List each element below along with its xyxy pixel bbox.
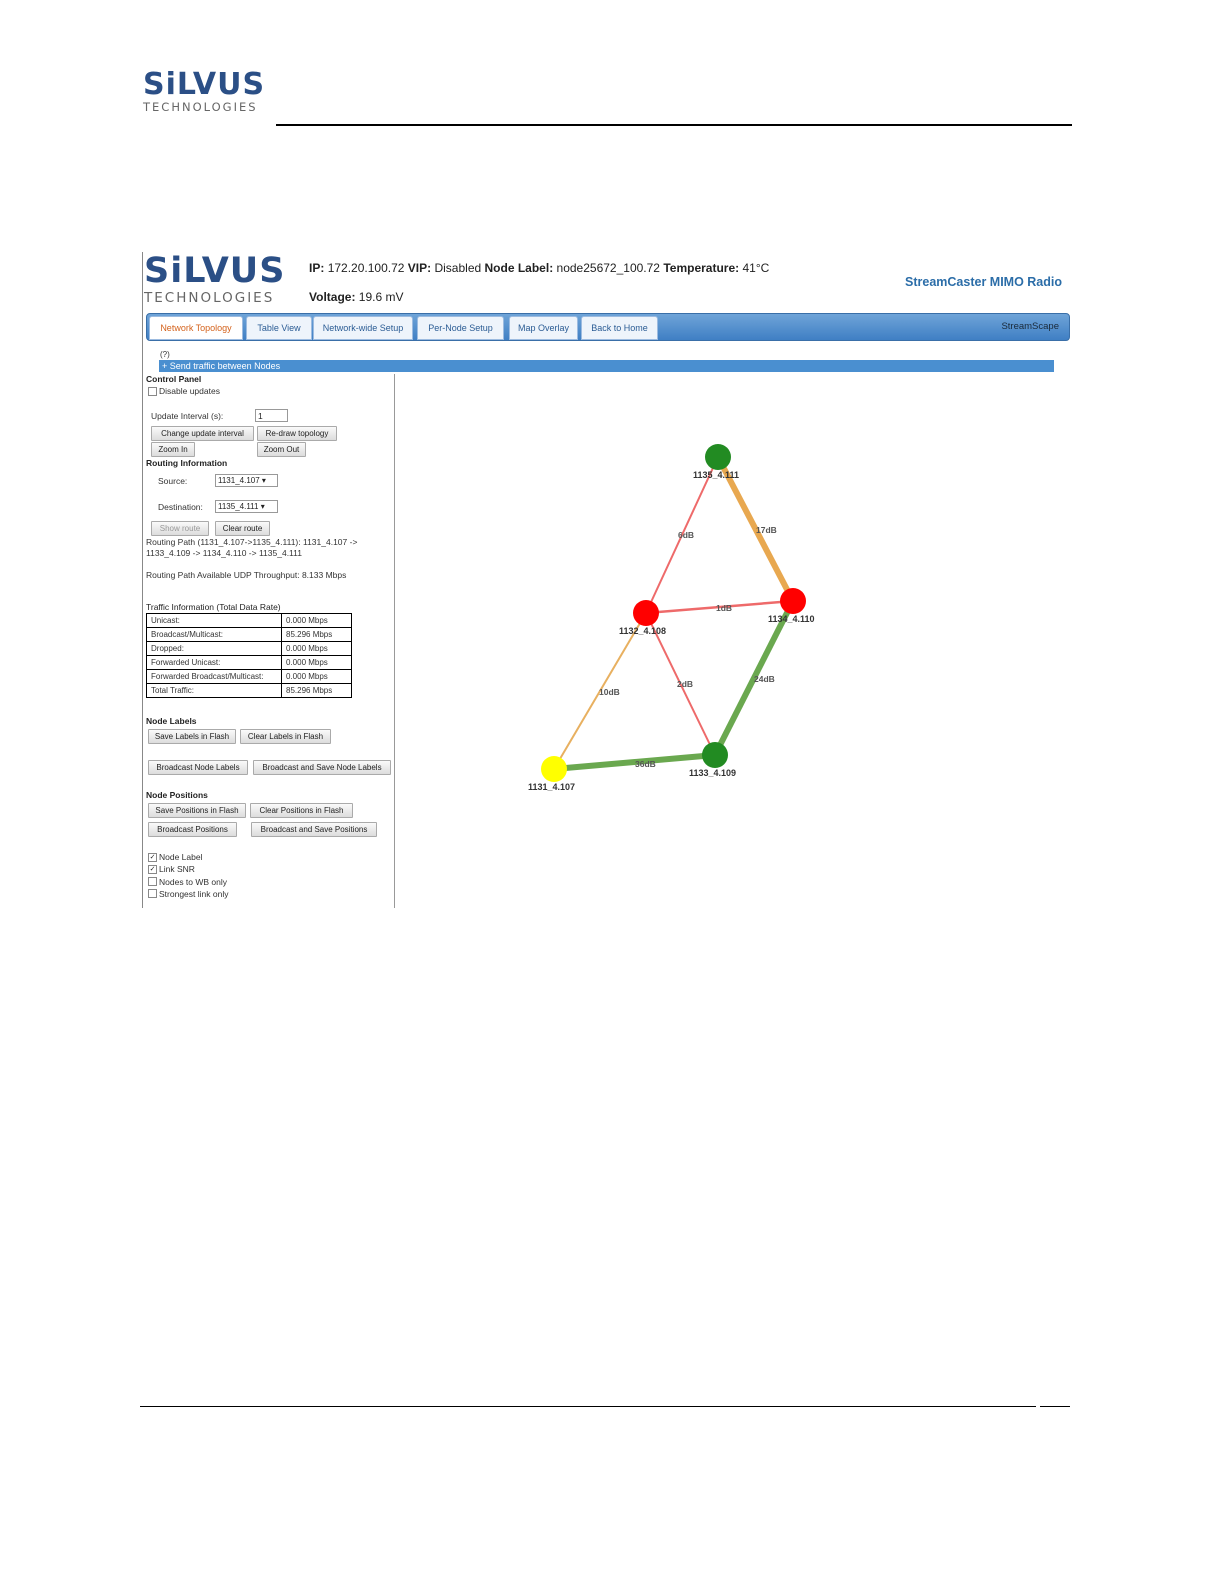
topology-node[interactable] [541, 756, 567, 782]
tab-table-view[interactable]: Table View [246, 316, 312, 340]
status-line [309, 261, 769, 275]
table-row [147, 670, 352, 684]
panel-divider [394, 374, 395, 908]
screenshot-left-border [142, 252, 143, 908]
table-row [147, 628, 352, 642]
link-snr-label: 17dB [756, 525, 777, 535]
network-topology-graph[interactable] [396, 375, 1070, 908]
destination-label: Destination: [158, 502, 203, 512]
broadcast-and-save-positions-button[interactable]: Broadcast and Save Positions [251, 822, 377, 837]
node-labels-title: Node Labels [146, 716, 197, 726]
link-snr-label: 6dB [678, 530, 695, 540]
node-label: 1132_4.108 [619, 626, 667, 636]
ip-value: 172.20.100.72 [327, 261, 405, 275]
app-logo-sub: TECHNOLOGIES [144, 290, 275, 306]
traffic-value: 0.000 Mbps [282, 656, 352, 670]
traffic-key: Total Traffic: [147, 684, 282, 698]
node-label-option: Node Label [159, 852, 203, 862]
traffic-information-title: Traffic Information (Total Data Rate) [146, 602, 281, 612]
node-label: 1133_4.109 [689, 768, 737, 778]
vip-label: VIP: [407, 261, 432, 275]
node-label: 1134_4.110 [768, 614, 815, 624]
routing-information-title: Routing Information [146, 458, 228, 468]
clear-route-button[interactable]: Clear route [215, 521, 270, 536]
strongest-link-only-option: Strongest link only [159, 889, 229, 899]
table-row [147, 614, 352, 628]
temperature-value: 41°C [742, 261, 770, 275]
clear-labels-in-flash-button[interactable]: Clear Labels in Flash [240, 729, 331, 744]
broadcast-and-save-node-labels-button[interactable]: Broadcast and Save Node Labels [253, 760, 391, 775]
app-logo-word: SiLVUS [144, 251, 286, 291]
voltage-value: 19.6 mV [358, 290, 404, 304]
zoom-in-button[interactable]: Zoom In [151, 442, 195, 457]
footer-rule-page [1040, 1406, 1070, 1407]
topology-node[interactable] [702, 742, 728, 768]
footer-rule [140, 1406, 1036, 1407]
ip-label: IP: [309, 261, 325, 275]
tab-network-wide-setup[interactable]: Network-wide Setup [313, 316, 413, 340]
link-snr-label: 2dB [677, 679, 694, 689]
table-row [147, 684, 352, 698]
source-label: Source: [158, 476, 188, 486]
show-route-button[interactable]: Show route [151, 521, 209, 536]
traffic-key: Broadcast/Multicast: [147, 628, 282, 642]
node-label-value: node25672_100.72 [556, 261, 660, 275]
traffic-value: 0.000 Mbps [282, 614, 352, 628]
strongest-link-only-checkbox[interactable] [148, 889, 157, 898]
source-selected-value: 1131_4.107 [218, 476, 260, 485]
streamscape-brand: StreamScape [1001, 321, 1059, 332]
disable-updates-checkbox[interactable] [148, 387, 157, 396]
broadcast-positions-button[interactable]: Broadcast Positions [148, 822, 237, 837]
tab-bar [146, 313, 1070, 341]
topology-node[interactable] [780, 588, 806, 614]
traffic-value: 85.296 Mbps [282, 628, 352, 642]
tab-map-overlay[interactable]: Map Overlay [509, 316, 578, 340]
topology-node[interactable] [633, 600, 659, 626]
save-labels-in-flash-button[interactable]: Save Labels in Flash [148, 729, 236, 744]
zoom-out-button[interactable]: Zoom Out [257, 442, 306, 457]
clear-positions-in-flash-button[interactable]: Clear Positions in Flash [250, 803, 353, 818]
send-traffic-toggle[interactable]: + Send traffic between Nodes [159, 360, 1054, 372]
app-logo [144, 251, 286, 306]
control-panel-title: Control Panel [146, 374, 202, 384]
node-label: 1135_4.111 [693, 470, 740, 480]
vip-value: Disabled [434, 261, 482, 275]
tab-per-node-setup[interactable]: Per-Node Setup [417, 316, 504, 340]
product-name: StreamCaster MIMO Radio [905, 275, 1062, 289]
broadcast-node-labels-button[interactable]: Broadcast Node Labels [148, 760, 248, 775]
chevron-down-icon: ▾ [261, 476, 266, 485]
node-positions-title: Node Positions [146, 790, 208, 800]
nodes-to-wb-only-option: Nodes to WB only [159, 877, 228, 887]
routing-throughput: Routing Path Available UDP Throughput: 8.133 Mbps [146, 570, 347, 580]
link-snr-label: 10dB [599, 687, 620, 697]
traffic-value: 0.000 Mbps [282, 670, 352, 684]
save-positions-in-flash-button[interactable]: Save Positions in Flash [148, 803, 246, 818]
traffic-value: 85.296 Mbps [282, 684, 352, 698]
destination-selected-value: 1135_4.111 [218, 502, 259, 511]
document-logo [143, 67, 266, 114]
temperature-label: Temperature: [663, 261, 740, 275]
destination-select[interactable] [215, 500, 278, 513]
update-interval-label: Update Interval (s): [151, 411, 224, 421]
header-rule [276, 124, 1072, 126]
table-row [147, 656, 352, 670]
nodes-to-wb-only-checkbox[interactable] [148, 877, 157, 886]
link-snr-label: 1dB [716, 603, 733, 613]
traffic-key: Forwarded Unicast: [147, 656, 282, 670]
help-link[interactable]: (?) [160, 350, 170, 359]
voltage-line [309, 290, 404, 304]
tab-back-to-home[interactable]: Back to Home [581, 316, 658, 340]
traffic-table [146, 613, 352, 698]
redraw-topology-button[interactable]: Re-draw topology [257, 426, 337, 441]
routing-path-line-1: Routing Path (1131_4.107->1135_4.111): 1131_4.107 -> [146, 537, 358, 547]
document-logo-word: SiLVUS [143, 67, 266, 102]
streamscape-screenshot [142, 252, 1070, 908]
topology-node[interactable] [705, 444, 731, 470]
disable-updates-label: Disable updates [159, 386, 220, 396]
traffic-value: 0.000 Mbps [282, 642, 352, 656]
link-snr-checkbox[interactable]: ✓ [149, 866, 156, 873]
node-label-checkbox[interactable]: ✓ [149, 854, 156, 861]
routing-path-line-2: 1133_4.109 -> 1134_4.110 -> 1135_4.111 [146, 548, 302, 558]
tab-network-topology[interactable]: Network Topology [149, 316, 243, 340]
link-snr-option: Link SNR [159, 864, 195, 874]
traffic-key: Forwarded Broadcast/Multicast: [147, 670, 282, 684]
change-update-interval-button[interactable]: Change update interval [151, 426, 254, 441]
link-snr-label: 36dB [635, 759, 656, 769]
chevron-down-icon: ▾ [260, 502, 265, 511]
update-interval-input[interactable]: 1 [255, 409, 288, 422]
link-snr-label: 24dB [754, 674, 775, 684]
node-label: 1131_4.107 [528, 782, 576, 792]
node-label-label: Node Label: [484, 261, 554, 275]
table-row [147, 642, 352, 656]
traffic-key: Dropped: [147, 642, 282, 656]
document-logo-sub: TECHNOLOGIES [143, 100, 258, 114]
voltage-label: Voltage: [309, 290, 356, 304]
traffic-key: Unicast: [147, 614, 282, 628]
source-select[interactable] [215, 474, 278, 487]
